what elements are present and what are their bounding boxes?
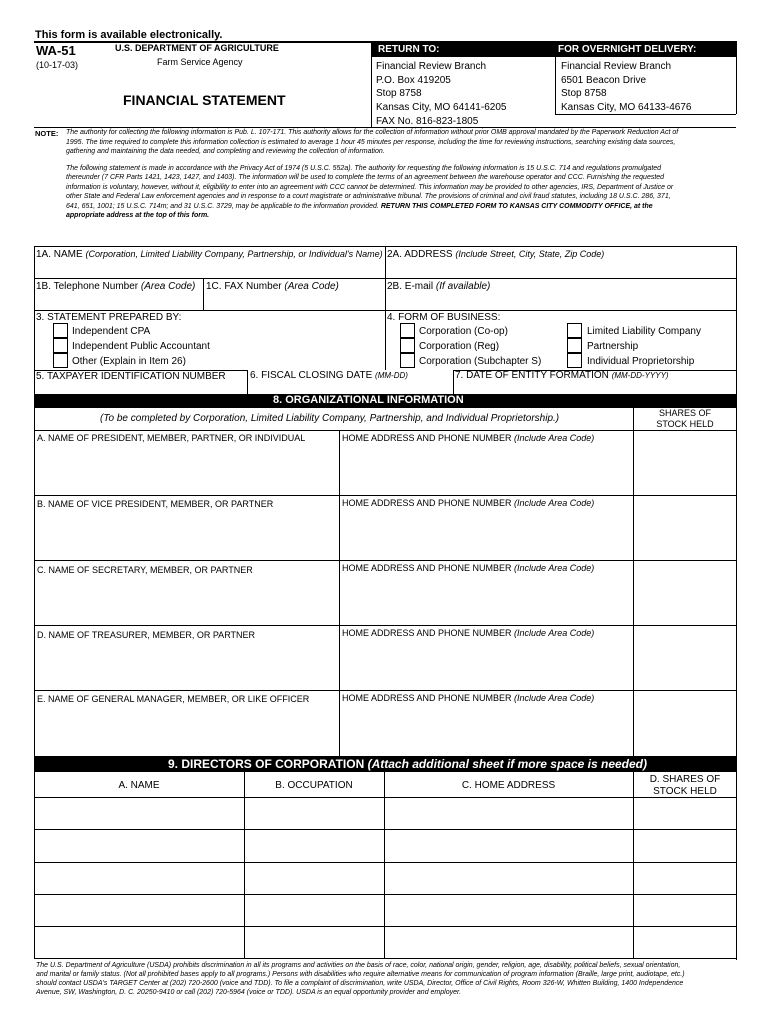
home-address-label-hint: (Include Area Code) [514, 693, 595, 703]
field-4-label: 4. FORM OF BUSINESS: [387, 312, 501, 323]
home-address-label-text: HOME ADDRESS AND PHONE NUMBER [342, 498, 512, 508]
section-9-title-text: 9. DIRECTORS OF CORPORATION [168, 757, 365, 771]
field-2b-email[interactable] [387, 281, 490, 292]
shares-header-line-2: STOCK HELD [656, 419, 714, 429]
org-row-name-label[interactable]: D. NAME OF TREASURER, MEMBER, OR PARTNER [37, 630, 256, 640]
home-address-label-text: HOME ADDRESS AND PHONE NUMBER [342, 628, 512, 638]
org-row-home-address-label[interactable] [342, 563, 594, 573]
department-name: U.S. DEPARTMENT OF AGRICULTURE [115, 43, 279, 53]
field-1a-hint: (Corporation, Limited Liability Company, Partnership, or Individual's Name) [85, 249, 383, 259]
note-line-3: gathering and maintaining the data needed, and completing and reviewing the collection of information. [66, 148, 385, 155]
org-row-rule [34, 690, 736, 691]
note-text [66, 128, 736, 221]
s9-divider-bc [384, 772, 385, 958]
section-9-title-hint: (Attach additional sheet if more space is needed) [367, 757, 647, 771]
note-line-1: The authority for collecting the following information is Pub. L. 107-171. This authority allows for the collection of information without prior OMB approval mandated by the Paperwork Reduction Act of [66, 129, 679, 136]
checkbox-corp-reg[interactable] [400, 338, 415, 353]
field-1b-hint: (Area Code) [140, 281, 196, 292]
note-line-4: The following statement is made in accordance with the Privacy Act of 1974 (5 U.S.C. 552a). The authority for requesting the following information is 15 U.S.C. 714 and regulations promulgated [66, 164, 662, 172]
return-line-4: Kansas City, MO 64141-6205 [376, 101, 507, 113]
overnight-heading: FOR OVERNIGHT DELIVERY: [558, 44, 697, 55]
form-number: WA-51 [36, 43, 76, 58]
field-7-label: 7. DATE OF ENTITY FORMATION [455, 370, 609, 381]
agency-name: Farm Service Agency [157, 57, 243, 67]
col-d-shares [634, 774, 736, 798]
field-1c-label: 1C. FAX Number [206, 281, 282, 292]
section-8-header-rule [34, 430, 736, 431]
col-d-line-1: D. SHARES OF [649, 774, 721, 785]
field-7-hint: (MM-DD-YYYY) [611, 371, 669, 380]
option-partnership: Partnership [587, 341, 639, 352]
home-address-label-hint: (Include Area Code) [514, 628, 595, 638]
shares-col-divider [633, 408, 634, 756]
footer-line-3: should contact USDA's TARGET Center at (202) 720-2600 (voice and TDD). To file a complaint of discrimination, write USDA, Director, Office of Civil Rights, Room 326-W, Whitten Building, 1400 Independence [36, 980, 684, 987]
home-address-label-hint: (Include Area Code) [514, 498, 595, 508]
note-line-8: 641, 651, 1001; 15 U.S.C. 714m; and 31 U.S.C. 3729, may be applicable to the information provided. [66, 202, 379, 210]
overnight-line-2: 6501 Beacon Drive [561, 74, 647, 86]
director-row-rule-2 [34, 829, 736, 830]
return-address [376, 60, 506, 114]
field-6-label: 6. FISCAL CLOSING DATE [250, 370, 373, 381]
address-left-border [371, 41, 372, 127]
fax-number: FAX No. 816-823-1805 [376, 116, 479, 127]
option-corp-subchapter-s: Corporation (Subchapter S) [419, 356, 542, 367]
address-divider [555, 57, 556, 114]
return-to-heading: RETURN TO: [378, 44, 440, 55]
checkbox-other[interactable] [53, 353, 68, 368]
field-3-label: 3. STATEMENT PREPARED BY: [36, 312, 182, 323]
field-2a-hint: (Include Street, City, State, Zip Code) [455, 249, 605, 259]
field-1a-name[interactable] [36, 249, 383, 260]
home-address-label-hint: (Include Area Code) [514, 433, 595, 443]
note-line-8-bold: RETURN THIS COMPLETED FORM TO KANSAS CITY COMMODITY OFFICE, at the [380, 202, 653, 210]
row-rule-3 [34, 310, 736, 311]
option-individual-proprietorship: Individual Proprietorship [587, 356, 695, 367]
note-line-6: information is voluntary, however, without it, eligibility to enter into an agreement with CCC cannot be determined. This information may be provided to other agencies, IRS, Department of Justice or [66, 183, 674, 191]
org-row-name-label[interactable]: B. NAME OF VICE PRESIDENT, MEMBER, OR PARTNER [37, 499, 274, 509]
home-address-label-text: HOME ADDRESS AND PHONE NUMBER [342, 433, 512, 443]
address-right-border [736, 41, 737, 114]
checkbox-independent-cpa[interactable] [53, 323, 68, 338]
director-row-rule-6 [34, 958, 736, 959]
footer-line-4: Avenue, SW, Washington, D. C. 20250-9410 or call (202) 720-5964 (voice or TDD). USDA is an equal opportunity provider and employer. [36, 989, 462, 996]
section-8-title: 8. ORGANIZATIONAL INFORMATION [273, 394, 464, 406]
col-c-home-address: C. HOME ADDRESS [461, 780, 556, 791]
col-divider-6 [247, 370, 248, 394]
col-divider-7 [453, 370, 454, 394]
option-corp-reg: Corporation (Reg) [419, 341, 500, 352]
field-1b-label: 1B. Telephone Number [36, 281, 139, 292]
checkbox-llc[interactable] [567, 323, 582, 338]
org-row-home-address-label[interactable] [342, 498, 594, 508]
option-other: Other (Explain in Item 26) [72, 356, 186, 367]
s9-divider-cd [633, 772, 634, 958]
name-col-divider [339, 430, 340, 756]
checkbox-corp-subchapter-s[interactable] [400, 353, 415, 368]
org-row-home-address-label[interactable] [342, 628, 594, 638]
home-address-label-hint: (Include Area Code) [514, 563, 595, 573]
col-divider-1c [203, 278, 204, 310]
option-independent-cpa: Independent CPA [72, 326, 151, 337]
overnight-line-3: Stop 8758 [561, 88, 607, 99]
option-corp-coop: Corporation (Co-op) [419, 326, 508, 337]
field-2a-address[interactable] [387, 249, 604, 260]
field-5-tin[interactable]: 5. TAXPAYER IDENTIFICATION NUMBER [36, 371, 226, 382]
director-row-rule-4 [34, 894, 736, 895]
row-rule-1b [34, 278, 736, 279]
org-row-rule [34, 495, 736, 496]
footer-line-2: and marital or family status. (Not all prohibited bases apply to all programs.) Persons with disabilities who require alternative means for communication of program information (Braille, large print, audiotape, etc.) [36, 971, 685, 978]
home-address-label-text: HOME ADDRESS AND PHONE NUMBER [342, 693, 512, 703]
s9-divider-ab [244, 772, 245, 958]
field-2b-label: 2B. E-mail [387, 281, 434, 292]
org-row-name-label[interactable]: A. NAME OF PRESIDENT, MEMBER, PARTNER, OR INDIVIDUAL [37, 433, 306, 443]
note-label: NOTE: [35, 129, 59, 138]
org-row-rule [34, 625, 736, 626]
option-llc: Limited Liability Company [587, 326, 701, 337]
form-date: (10-17-03) [36, 60, 79, 70]
col-d-line-2: STOCK HELD [653, 786, 717, 797]
field-1a-label: 1A. NAME [36, 249, 83, 260]
note-line-5: thereunder (7 CFR Parts 1421, 1423, 1427, and 1403). The information will be used to complete the terms of an agreement between the warehouse operator and CCC. Furnishing the requested [66, 174, 665, 181]
field-7-formation-date[interactable] [455, 370, 669, 381]
note-line-2: 1995. The time required to complete this information collection is estimated to average 1 hour 45 minutes per response, including the time for reviewing instructions, searching existing data sources, [66, 138, 676, 146]
col-a-name: A. NAME [118, 780, 160, 791]
option-public-accountant: Independent Public Accountant [72, 341, 210, 352]
director-row-rule-5 [34, 926, 736, 927]
director-row-rule-1 [34, 797, 736, 798]
note-line-9: appropriate address at the top of this form. [66, 212, 210, 219]
org-row-home-address-label[interactable] [342, 433, 594, 443]
overnight-line-4: Kansas City, MO 64133-4676 [561, 101, 692, 113]
note-line-7: other State and Federal Law enforcement agencies and in response to a court magistrate or administrative tribunal. The provisions of criminal and civil fraud statutes, including 18 U.S.C. 286, 371, [66, 193, 671, 200]
overnight-address [561, 60, 691, 114]
form-title: FINANCIAL STATEMENT [123, 92, 286, 108]
field-6-fiscal-date[interactable] [250, 370, 408, 381]
section-9-title [168, 757, 647, 771]
checkbox-public-accountant[interactable] [53, 338, 68, 353]
shares-header [634, 408, 736, 430]
org-row-name-label[interactable]: E. NAME OF GENERAL MANAGER, MEMBER, OR LIKE OFFICER [37, 694, 310, 704]
field-2b-hint: (If available) [435, 281, 491, 292]
org-row-rule [34, 560, 736, 561]
col-divider-1 [385, 246, 386, 370]
director-row-rule-3 [34, 862, 736, 863]
return-line-1: Financial Review Branch [376, 61, 487, 72]
org-row-name-label[interactable]: C. NAME OF SECRETARY, MEMBER, OR PARTNER [37, 565, 253, 575]
shares-header-line-1: SHARES OF [658, 408, 711, 418]
checkbox-corp-coop[interactable] [400, 323, 415, 338]
field-6-hint: (MM-DD) [375, 371, 408, 380]
checkbox-individual-proprietorship[interactable] [567, 353, 582, 368]
field-1c-fax[interactable] [206, 281, 339, 292]
electronic-notice: This form is available electronically. [35, 29, 223, 41]
home-address-label-text: HOME ADDRESS AND PHONE NUMBER [342, 563, 512, 573]
right-border [736, 246, 737, 960]
checkbox-partnership[interactable] [567, 338, 582, 353]
left-border [34, 246, 35, 958]
return-line-2: P.O. Box 419205 [376, 74, 451, 86]
field-1b-telephone[interactable] [36, 281, 195, 292]
org-row-home-address-label[interactable] [342, 693, 594, 703]
section-8-subtitle: (To be completed by Corporation, Limited Liability Company, Partnership, and Individual Proprietorship.) [100, 413, 560, 424]
address-bottom-rule [555, 114, 736, 115]
field-2a-label: 2A. ADDRESS [387, 249, 453, 260]
return-line-3: Stop 8758 [376, 88, 422, 99]
field-1c-hint: (Area Code) [284, 281, 339, 292]
footer-line-1: The U.S. Department of Agriculture (USDA) prohibits discrimination in all its programs and activities on the basis of race, color, national origin, gender, religion, age, disability, political beliefs, sexual orientation, [36, 962, 681, 969]
overnight-line-1: Financial Review Branch [561, 61, 672, 72]
nondiscrimination-footer [36, 961, 685, 997]
col-b-occupation: B. OCCUPATION [275, 780, 353, 791]
